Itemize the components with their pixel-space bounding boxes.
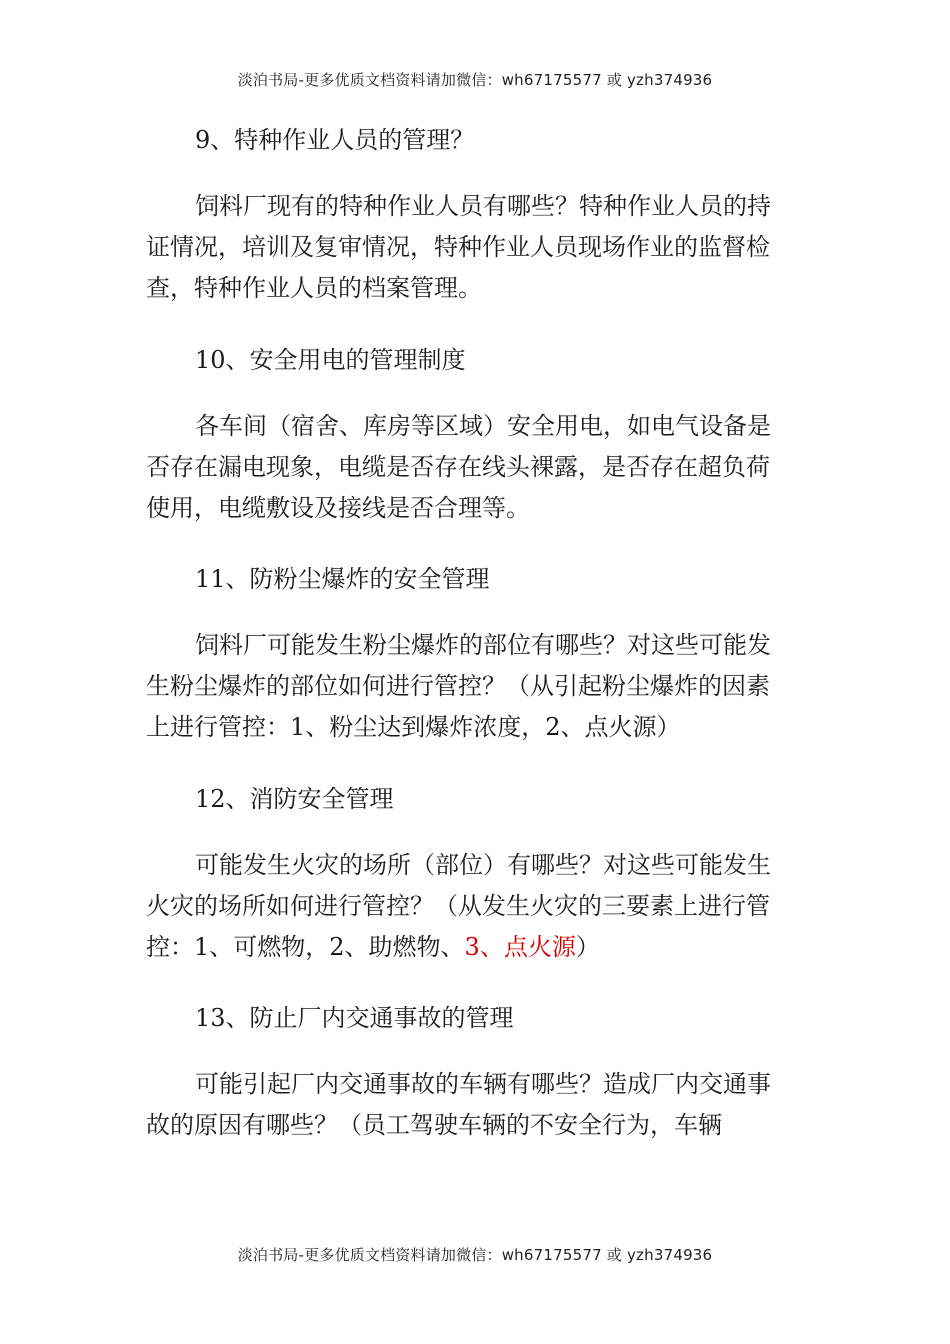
section-13-heading: 13、防止厂内交通事故的管理 <box>195 1004 514 1032</box>
section-12-highlight: 3、点火源 <box>464 933 576 961</box>
section-11-paragraph: 饲料厂可能发生粉尘爆炸的部位有哪些？对这些可能发生粉尘爆炸的部位如何进行管控？（从引起粉尘爆炸的因素上进行管控：1、粉尘达到爆炸浓度，2、点火源） <box>146 631 771 741</box>
section-9-paragraph: 饲料厂现有的特种作业人员有哪些？特种作业人员的持证情况，培训及复审情况，特种作业人员现场作业的监督检查，特种作业人员的档案管理。 <box>146 192 771 302</box>
section-12-paragraph <box>146 845 786 968</box>
section-12-paragraph-main: 可能发生火灾的场所（部位）有哪些？对这些可能发生火灾的场所如何进行管控？（从发生火灾的三要素上进行管控：1、可燃物，2、助燃物、 <box>146 851 771 961</box>
page-header: 淡泊书局-更多优质文档资料请加微信：wh67175577 或 yzh374936 <box>237 71 713 89</box>
section-10-paragraph: 各车间（宿舍、库房等区域）安全用电，如电气设备是否存在漏电现象，电缆是否存在线头裸露，是否存在超负荷使用，电缆敷设及接线是否合理等。 <box>146 412 771 522</box>
section-13-paragraph: 可能引起厂内交通事故的车辆有哪些？造成厂内交通事故的原因有哪些？（员工驾驶车辆的不安全行为，车辆 <box>146 1070 771 1139</box>
section-11-heading: 11、防粉尘爆炸的安全管理 <box>195 565 490 593</box>
page-footer: 淡泊书局-更多优质文档资料请加微信：wh67175577 或 yzh374936 <box>237 1246 713 1264</box>
section-9-heading: 9、特种作业人员的管理？ <box>195 126 475 154</box>
section-12-paragraph-end: ） <box>575 933 600 961</box>
section-12-heading: 12、消防安全管理 <box>195 785 394 813</box>
section-10-heading: 10、安全用电的管理制度 <box>195 346 466 374</box>
